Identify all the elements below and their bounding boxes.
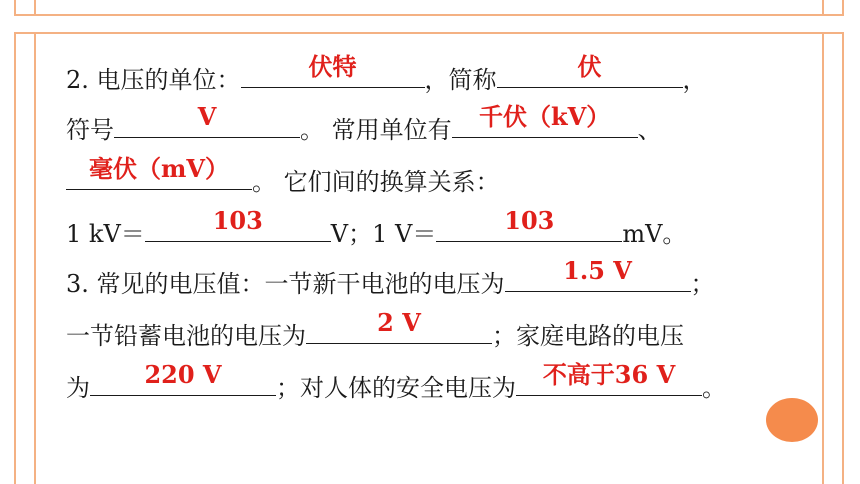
symbol-blank xyxy=(114,102,300,138)
safe-label: ；对人体的安全电压为 xyxy=(276,374,516,402)
abbr-answer: 伏 xyxy=(577,52,602,81)
symbol-label: 符号 xyxy=(66,116,114,144)
q2-line-4 xyxy=(66,206,687,252)
q3-line-2 xyxy=(66,308,684,354)
dry-cell-blank xyxy=(505,256,691,292)
right-frame-decoration xyxy=(822,0,844,484)
common-units-label: 。 常用单位有 xyxy=(300,116,452,144)
q3-prefix: 3. 常见的电压值：一节新干电池的电压为 xyxy=(66,270,505,298)
symbol-answer: V xyxy=(197,102,217,131)
q3-line-3 xyxy=(66,360,726,406)
conv1-mid: V；1 V＝ xyxy=(330,220,437,248)
unit2-answer: 毫伏（mV） xyxy=(88,154,229,183)
q2-prefix: 2. 电压的单位： xyxy=(66,66,241,94)
sep: 、 xyxy=(637,116,662,144)
safe-blank xyxy=(516,360,702,396)
q2-line-1 xyxy=(66,52,707,98)
lead-acid-label: 一节铅蓄电池的电压为 xyxy=(66,322,306,350)
unit-blank xyxy=(241,52,425,88)
unit-answer: 伏特 xyxy=(308,52,357,81)
household-label: ；家庭电路的电压 xyxy=(492,322,684,350)
conv1-answer: 103 xyxy=(212,206,263,235)
q3-end1: ； xyxy=(690,270,715,298)
safe-answer: 不高于36 V xyxy=(542,360,676,389)
conv1-prefix: 1 kV＝ xyxy=(66,220,145,248)
q2-line-2 xyxy=(66,102,662,148)
abbr-blank xyxy=(497,52,683,88)
household-blank xyxy=(90,360,276,396)
conv2-blank xyxy=(436,206,622,242)
conv2-suffix: mV。 xyxy=(622,220,687,248)
for-label: 为 xyxy=(66,374,90,402)
lead-acid-answer: 2 V xyxy=(377,308,421,337)
top-frame-decoration xyxy=(14,14,844,34)
q3-line-1 xyxy=(66,256,715,302)
left-frame-decoration xyxy=(14,0,36,484)
q2-end1: ， xyxy=(682,66,707,94)
conv2-answer: 103 xyxy=(504,206,555,235)
lead-acid-blank xyxy=(306,308,492,344)
unit1-answer: 千伏（kV） xyxy=(479,102,611,131)
household-answer: 220 V xyxy=(144,360,222,389)
q2-line-3 xyxy=(66,154,500,200)
orange-circle-decoration xyxy=(766,398,818,442)
q3-end2: 。 xyxy=(702,374,726,402)
conv1-blank xyxy=(145,206,331,242)
dry-cell-answer: 1.5 V xyxy=(563,256,632,285)
q2-mid1: ，简称 xyxy=(424,66,497,94)
unit2-blank xyxy=(66,154,252,190)
unit1-blank xyxy=(452,102,638,138)
conversion-label: 。 它们间的换算关系： xyxy=(252,168,500,196)
